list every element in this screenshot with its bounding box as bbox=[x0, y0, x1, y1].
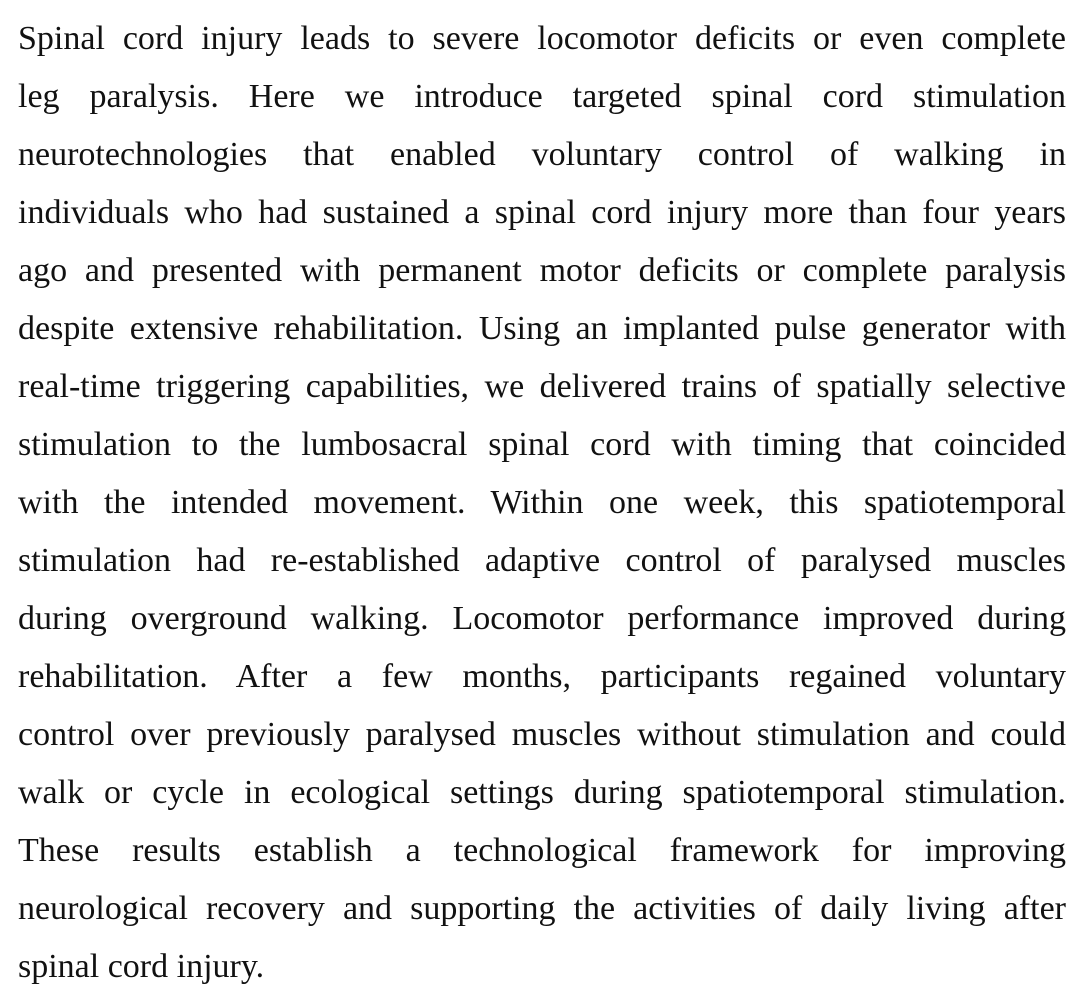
text-line: Spinal cord injury leads to severe locomotor deficits or even complete bbox=[18, 20, 1066, 57]
text-line: individuals who had sustained a spinal cord injury more than four years bbox=[18, 194, 1066, 231]
text-line: ago and presented with permanent motor deficits or complete paralysis bbox=[18, 252, 1066, 289]
text-line: real-time triggering capabilities, we delivered trains of spatially selective bbox=[18, 368, 1066, 405]
text-line: during overground walking. Locomotor performance improved during bbox=[18, 600, 1066, 637]
text-line: neurological recovery and supporting the activities of daily living after bbox=[18, 890, 1066, 927]
text-line: leg paralysis. Here we introduce targeted spinal cord stimulation bbox=[18, 78, 1066, 115]
text-line: control over previously paralysed muscles without stimulation and could bbox=[18, 716, 1066, 753]
text-line: neurotechnologies that enabled voluntary control of walking in bbox=[18, 136, 1066, 173]
text-line: rehabilitation. After a few months, participants regained voluntary bbox=[18, 658, 1066, 695]
text-line: stimulation to the lumbosacral spinal cord with timing that coincided bbox=[18, 426, 1066, 463]
abstract-paragraph bbox=[18, 10, 1066, 996]
text-line: with the intended movement. Within one week, this spatiotemporal bbox=[18, 484, 1066, 521]
text-line-last: spinal cord injury. bbox=[18, 948, 265, 985]
text-line: These results establish a technological framework for improving bbox=[18, 832, 1066, 869]
text-line: walk or cycle in ecological settings during spatiotemporal stimulation. bbox=[18, 774, 1066, 811]
text-line: despite extensive rehabilitation. Using an implanted pulse generator with bbox=[18, 310, 1066, 347]
text-line: stimulation had re-established adaptive control of paralysed muscles bbox=[18, 542, 1066, 579]
